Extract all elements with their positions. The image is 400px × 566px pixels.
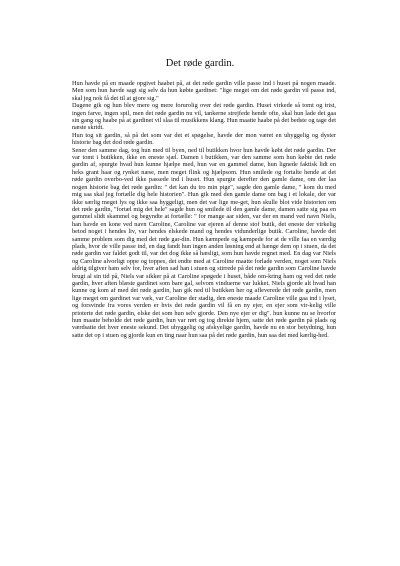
document-body bbox=[72, 80, 336, 339]
document-title: Det røde gardin. bbox=[165, 58, 235, 69]
paragraph: Dagene gik og hun blev mere og mere forurolig over det røde gardin. Huset virkede så tomt og trist, ingen farve, ingen spil, men det røde gardin nu vil, tankerne strejfede hende ofte, skal hun lade det gaa sin gang og haabe på at gardinet vil slaa til musikkens klang. Hun maatte haabe på det bedste og tage det næste skridt. bbox=[72, 102, 336, 132]
paragraph: Hun havde på en maade opgivet haabet på, at det røde gardin ville passe ind i huset på nogen maade. Men som hun havde sagt sig selv da hun købte gardinet: "lige meget om det røde gardin vil passe ind, skal jeg nok få det til at gjore sig." bbox=[72, 80, 336, 102]
paragraph: Hun tog sit gardin, så på det som var det et spøgelse, havde der mon været en uhyggelig og dyster historie bag det dod røde gardin. bbox=[72, 131, 336, 147]
paragraph: Sener den samme dag, tog hun med til byen, ned til butikken hvor hun havde købt det røde gardin. Der var tomt i butikken, ikke en eneste sjæl. Damen i butikken, var den samme som hun købte det røde gardin af, spurgte hvad hun kunne hjælpe med, hun var en gammel dame, hun lignede faktisk lidt en heks grant haar og rynket næse, men meget flink og hjælpsom. Hun smilede og fortalte hende at det røde gardin overbo-ved ikke passede ind i huset. Hun spurgte derefter den gamle dame, om der laa nogen historie bag det røde gardin: " det kan du tro min pige", sagde den gamle dame, " kom du med mig saa skal jeg fortælle dig hele historien". Hun gik med den gamle dame om bag i et lokale, der var ikke særlig meget lys og ikke saa hyggeligt, men det var lige me-get, hun skulle blot vide historien om det røde gardin, "fortæl mig det hele" sagde hun og smilede til den gamle dame, damen satte sig paa en gammel slidt skammel og begyndte at fortælle: " for mange aar siden, var der en mand ved navn Niels, han havde en kone ved navn Caroline, Caroline var ejeren af denne stof butik, det eneste der virkelig betod noget i hendes liv, var hendes elskede mand og hendes vidunderlige butik. Caroline, havde det samme problem som dig med det røde gar-din. Hun kæmpede og kæmpede for at de ville faa en værdig plads, hvor de ville passe ind, en dag fandt hun ingen anden løsning end at hænge dem op i stuen, da det røde gardin var faldet godt til, var det dog ikke så hæsligt, som hun havde regnet med. En dag var Niels og Caroline alvorligt oppe og toppes, det endte med at Caroline maatte forlade verden, noget som Niels aldrig tilgiver ham selv for, hver aften sad han i stuen og stirrede på det røde gardin som Caroline havde brugt al sin tid på, Niels var sikker på at Caroline spøgede i huset, både om-kring ham og ved det røde gardin, hver aften blæste gardinet som bare gal, selvom vinduerne var lukket. Niels gjorde alt hvad han kunne og kom af med det røde gardin, han gik ned til butikken her og afleverede det røde gardin, men lige meget om gardinet var væk, var Caroline der stadig, den eneste maade Caroline ville gaa ind i lyset, og forsvinde fra vores verden er hvis det røde gardin vil få en ny ejer, en ejer som vir-kelig ville prioterte det røde gardin, elske det som hun selv gjorde. Den nye ejer er dig". hun kunne nu se hvorfor hun maatte beholde det røde gardin, hun var rørt og tog direkte hjem, satte det røde gardin på plads og værdsatte det hver eneste sekund. Det uhyggelig og afskyelige gardin, havde nu en stor betydning, hun satte det op i stuen og gjorde kun en ting naar hun saa på det røde gardin, hun saa det med kærlig-hed. bbox=[72, 146, 336, 339]
